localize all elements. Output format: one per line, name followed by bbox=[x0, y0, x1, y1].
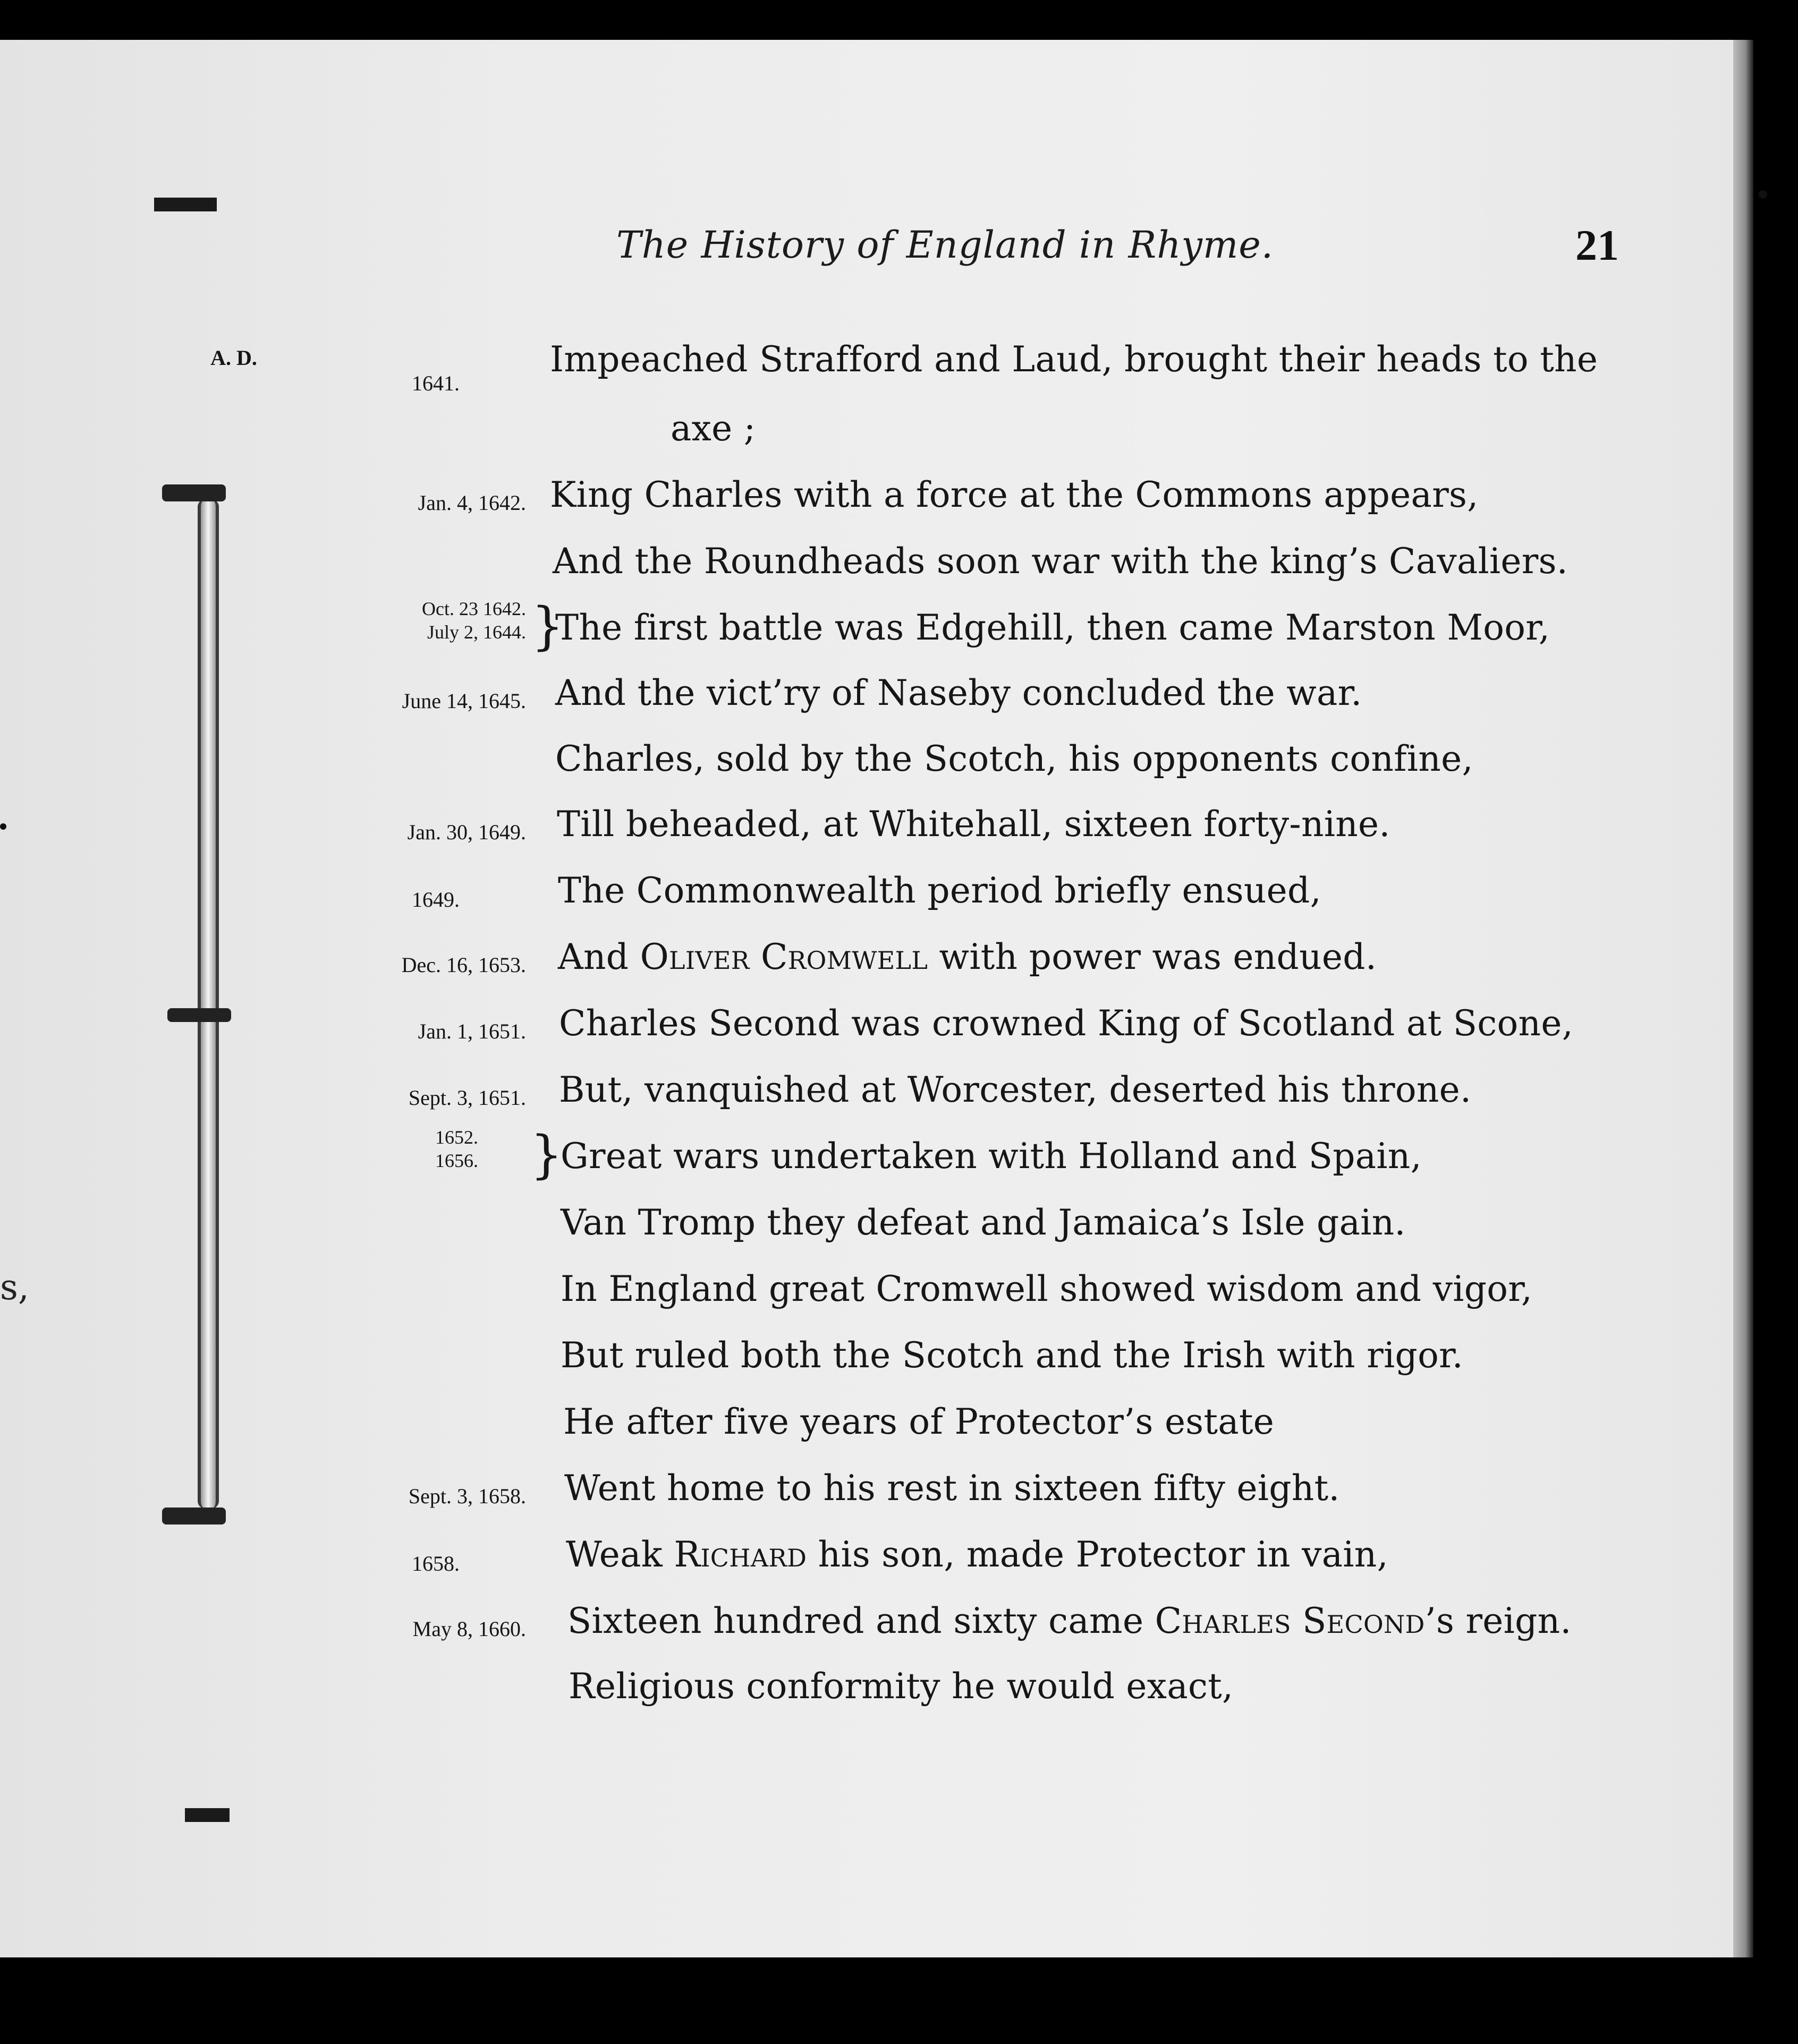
verse-text bbox=[558, 936, 1377, 977]
verse-fragment: ’s reign. bbox=[1424, 1600, 1572, 1641]
verse-fragment: And the Roundheads soon war with the king’s Cavaliers. bbox=[553, 541, 1568, 582]
margin-date: Oct. 23 1642. bbox=[422, 598, 526, 619]
verse-fragment: And bbox=[558, 936, 640, 977]
small-caps-name: Charles Second bbox=[1155, 1600, 1425, 1641]
margin-date: A. D. bbox=[210, 346, 257, 370]
verse-line bbox=[0, 799, 1753, 863]
verse-text bbox=[566, 1534, 1388, 1575]
verse-line bbox=[0, 932, 1753, 996]
verse-text bbox=[558, 870, 1321, 911]
verse-text bbox=[561, 1268, 1532, 1309]
verse-fragment: Charles Second was crowned King of Scotland at Scone, bbox=[559, 1003, 1573, 1044]
verse-fragment: Went home to his rest in sixteen fifty eight. bbox=[564, 1468, 1340, 1509]
verse-fragment: axe ; bbox=[671, 408, 756, 449]
margin-date: 1652. bbox=[435, 1127, 478, 1148]
small-caps-name: Richard bbox=[674, 1534, 807, 1575]
margin-speck bbox=[1759, 190, 1767, 199]
verse-fragment: his son, made Protector in vain, bbox=[807, 1534, 1388, 1575]
verse-line bbox=[0, 734, 1753, 798]
verse-line bbox=[0, 597, 1753, 667]
margin-date-secondary: 1656. bbox=[435, 1150, 478, 1171]
margin-date: June 14, 1645. bbox=[402, 689, 526, 713]
verse-line bbox=[0, 1397, 1753, 1461]
verse-line bbox=[0, 1198, 1753, 1262]
verse-line bbox=[0, 866, 1753, 930]
adjacent-page-fragment: s, bbox=[0, 1267, 29, 1308]
verse-fragment: And the vict’ry of Naseby concluded the war. bbox=[555, 672, 1362, 713]
verse-fragment: Impeached Strafford and Laud, brought their heads to the bbox=[550, 339, 1598, 380]
small-caps-name: Oliver Cromwell bbox=[640, 936, 928, 977]
verse-fragment: He after five years of Protector’s estate bbox=[563, 1401, 1275, 1442]
verse-text bbox=[561, 1202, 1406, 1243]
verse-fragment: Sixteen hundred and sixty came bbox=[567, 1600, 1155, 1641]
verse-fragment: Van Tromp they defeat and Jamaica’s Isle gain. bbox=[561, 1202, 1406, 1243]
verse-text bbox=[564, 1468, 1340, 1509]
verse-text bbox=[553, 541, 1568, 582]
verse-line bbox=[0, 1125, 1753, 1195]
verse-text bbox=[671, 408, 756, 449]
verse-text bbox=[559, 1003, 1573, 1044]
verse-fragment: But ruled both the Scotch and the Irish with rigor. bbox=[561, 1335, 1463, 1376]
verse-line bbox=[0, 1264, 1753, 1328]
verse-fragment: Great wars undertaken with Holland and Spain, bbox=[561, 1136, 1422, 1177]
margin-mark-top bbox=[154, 198, 217, 211]
verse-fragment: But, vanquished at Worcester, deserted his throne. bbox=[559, 1069, 1472, 1110]
running-title: The History of England in Rhyme. bbox=[616, 223, 1274, 267]
verse-fragment: The first battle was Edgehill, then came Marston Moor, bbox=[555, 607, 1550, 648]
margin-date: Sept. 3, 1651. bbox=[408, 1086, 526, 1110]
margin-date: May 8, 1660. bbox=[412, 1617, 526, 1641]
verse-line bbox=[0, 999, 1753, 1062]
verse-line bbox=[0, 470, 1753, 534]
verse-fragment: In England great Cromwell showed wisdom and vigor, bbox=[561, 1268, 1533, 1309]
verse-fragment: with power was endued. bbox=[928, 936, 1377, 977]
page-number: 21 bbox=[1575, 221, 1619, 269]
verse-fragment: The Commonwealth period briefly ensued, bbox=[558, 870, 1321, 911]
verse-line bbox=[0, 1463, 1753, 1527]
margin-date: Jan. 30, 1649. bbox=[407, 820, 526, 844]
verse-text bbox=[561, 1335, 1463, 1376]
verse-line bbox=[0, 668, 1753, 732]
verse-fragment: Charles, sold by the Scotch, his opponents confine, bbox=[555, 738, 1473, 779]
verse-fragment: King Charles with a force at the Commons appears, bbox=[550, 474, 1479, 515]
verse-line bbox=[0, 1331, 1753, 1394]
verse-text bbox=[555, 607, 1550, 648]
margin-date: 1658. bbox=[412, 1552, 460, 1575]
verse-line bbox=[0, 1065, 1753, 1129]
margin-date: 1649. bbox=[412, 888, 460, 912]
margin-mark-bottom bbox=[185, 1808, 230, 1822]
verse-text bbox=[555, 738, 1473, 779]
verse-text bbox=[550, 474, 1479, 515]
verse-text bbox=[550, 339, 1598, 380]
bracket-glyph: } bbox=[531, 597, 564, 656]
verse-fragment: Weak bbox=[566, 1534, 674, 1575]
verse-text bbox=[559, 1069, 1471, 1110]
verse-text bbox=[555, 672, 1362, 713]
verse-line bbox=[0, 335, 1753, 398]
margin-date: Sept. 3, 1658. bbox=[408, 1484, 526, 1508]
verse-text bbox=[569, 1666, 1233, 1707]
verse-fragment: Religious conformity he would exact, bbox=[569, 1666, 1234, 1707]
verse-line bbox=[0, 1530, 1753, 1594]
verse-text bbox=[557, 804, 1390, 845]
verse-line bbox=[0, 1596, 1753, 1660]
margin-date: Jan. 4, 1642. bbox=[418, 491, 526, 515]
verse-line bbox=[0, 404, 1753, 467]
verse-line bbox=[0, 536, 1753, 600]
margin-date: Jan. 1, 1651. bbox=[418, 1019, 526, 1043]
margin-date-secondary: July 2, 1644. bbox=[427, 621, 526, 643]
verse-text bbox=[567, 1600, 1572, 1641]
verse-text bbox=[561, 1136, 1422, 1177]
bracket-glyph: } bbox=[530, 1125, 563, 1185]
margin-date: Dec. 16, 1653. bbox=[401, 953, 526, 977]
verse-line bbox=[0, 1662, 1753, 1725]
margin-date-secondary: 1641. bbox=[412, 371, 460, 395]
verse-text bbox=[563, 1401, 1274, 1442]
verse-fragment: Till beheaded, at Whitehall, sixteen forty-nine. bbox=[557, 804, 1390, 845]
